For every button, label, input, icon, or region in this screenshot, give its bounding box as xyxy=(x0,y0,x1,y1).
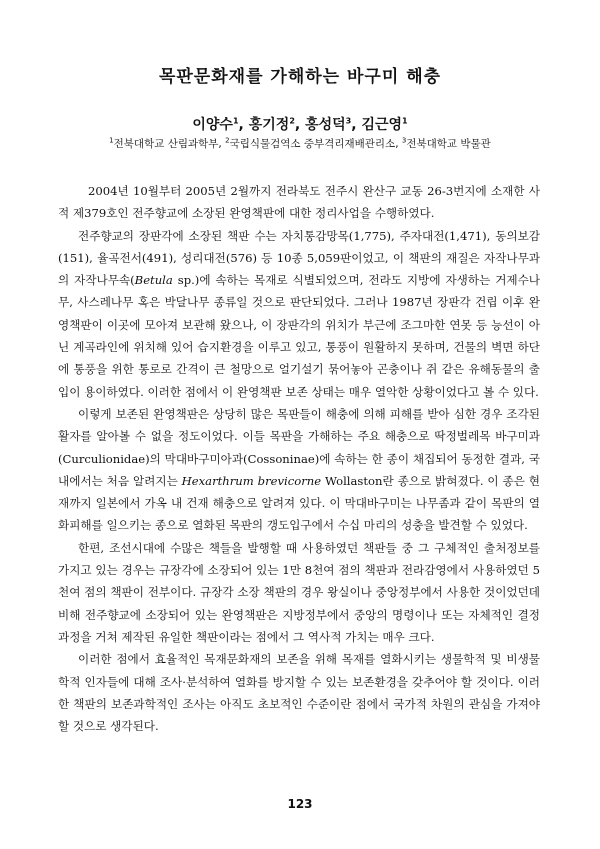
paragraph xyxy=(58,403,540,537)
affil-marker: 2 xyxy=(225,136,230,145)
scientific-name: Betula xyxy=(134,273,173,288)
page-number: 123 xyxy=(287,797,313,811)
body-text xyxy=(58,180,540,737)
author-name: 홍기정 xyxy=(248,117,290,133)
paragraph xyxy=(58,537,540,648)
author-affil-marker: 3 xyxy=(345,116,352,126)
affil-marker: 1 xyxy=(109,136,114,145)
paragraph xyxy=(58,648,540,737)
text-run: sp.)에 속하는 목재로 식별되었으며, 전라도 지방에 자생하는 거제수나무, 사스레나무 혹은 박달나무 종류일 것으로 판단되었다. 그러나 1987년 장판각 건립 이후 완영책판이 이곳에 모아져 보관해 왔으나, 이 장판각의 위치가 부근에 조그마한 연못 등 능선이 아닌 계곡라인에 위치해 있어 습지환경을 이루고 있고, 통풍이 원활하지 못하며, 건물의 벽면 하단에 통풍을 위한 통로로 간격이 큰 철망으로 얼기설기 묶어놓아 곤충이나 쥐 같은 유해동물의 출입이 용이하였다. 이러한 점에서 이 완영책판 보존 상태는 매우 열악한 상황이었다고 볼 수 있다. xyxy=(58,273,541,399)
paragraph xyxy=(58,180,540,225)
author-name: 이양수 xyxy=(192,117,233,133)
affiliation-line xyxy=(0,136,600,151)
text-run: Wollaston란 종으로 밝혀졌다. 이 종은 현재까지 일본에서 가옥 내 건재 해충으로 알려져 있다. 이 막대바구미는 나무좀과 같이 목판의 열화피해를 일으키는 종으로 열화된 목판의 갱도입구에서 수십 마리의 성충을 발견할 수 있었다. xyxy=(58,473,540,533)
affil-marker: 3 xyxy=(401,136,407,145)
affiliation: 국립식물검역소 중부격리재배관리소, xyxy=(229,138,402,150)
affiliation: 전북대학교 산림과학부, xyxy=(113,138,226,150)
author-name: 홍성덕 xyxy=(305,117,346,133)
text-run: 이렇게 보존된 완영책판은 상당히 많은 목판들이 해충에 의해 피해를 받아 심한 경우 조각된 활자를 알아볼 수 없을 정도이었다. 이들 목판을 가해하는 주요 해충으로 딱정벌레목 바구미과(Curculionidae)의 막대바구미아과(Cossoninae)에 속하는 한 종이 채집되어 동정한 결과, 국내에서는 처음 알려지는 xyxy=(58,406,540,488)
text-run: 이러한 점에서 효율적인 목재문화재의 보존을 위해 목재를 열화시키는 생물학적 및 비생물학적 인자들에 대해 조사·분석하여 열화를 방지할 수 있는 보존환경을 갖추어야 할 것이다. 이러한 책판의 보존과학적인 조사는 아직도 초보적인 수준이란 점에서 국가적 차원의 관심을 가져야 할 것으로 생각된다. xyxy=(58,652,540,734)
paragraph xyxy=(58,225,540,403)
author-affil-marker: 2 xyxy=(289,116,295,126)
text-run: 2004년 10월부터 2005년 2월까지 전라북도 전주시 완산구 교동 26-3번지에 소재한 사적 제379호인 전주향교에 소장된 완영책판에 대한 정리사업을 수행하였다. xyxy=(58,184,540,221)
author-name: 김근영 xyxy=(361,117,403,133)
paper-title: 목판문화재를 가해하는 바구미 해충 xyxy=(158,67,442,87)
text-run: 전주향교의 장판각에 소장된 책판 수는 자치통감망목(1,775), 주자대전(1,471), 동의보감(151), 율곡전서(491), 성리대전(576) 등 10종 5,059판이었고, 이 책판의 재질은 자작나무과의 자작나무속( xyxy=(58,228,540,288)
author-affil-marker: 1 xyxy=(232,116,239,126)
author-affil-marker: 1 xyxy=(402,116,408,126)
text-run: 한편, 조선시대에 수많은 책들을 발행할 때 사용하였던 책판들 중 그 구체적인 출처정보를 가지고 있는 경우는 규장각에 소장되어 있는 1만 8천여 점의 책판과 전라감영에서 사용하였던 5천여 점의 책판이 전부이다. 규장각 소장 책판의 경우 왕실이나 중앙정부에서 사용한 것이었던데 비해 전주향교에 소장되어 있는 완영책판은 지방정부에서 중앙의 명령이나 또는 자체적인 결정과정을 거쳐 제작된 유일한 책판이라는 점에서 그 역사적 가치는 매우 크다. xyxy=(58,540,540,644)
affiliation: 전북대학교 박물관 xyxy=(406,138,491,150)
author-list: 이양수$^1$, 홍기정$^2$, 홍성덕$^3$, 김근영$^1$ xyxy=(192,116,408,133)
scientific-name: Hexarthrum brevicorne xyxy=(181,473,322,488)
